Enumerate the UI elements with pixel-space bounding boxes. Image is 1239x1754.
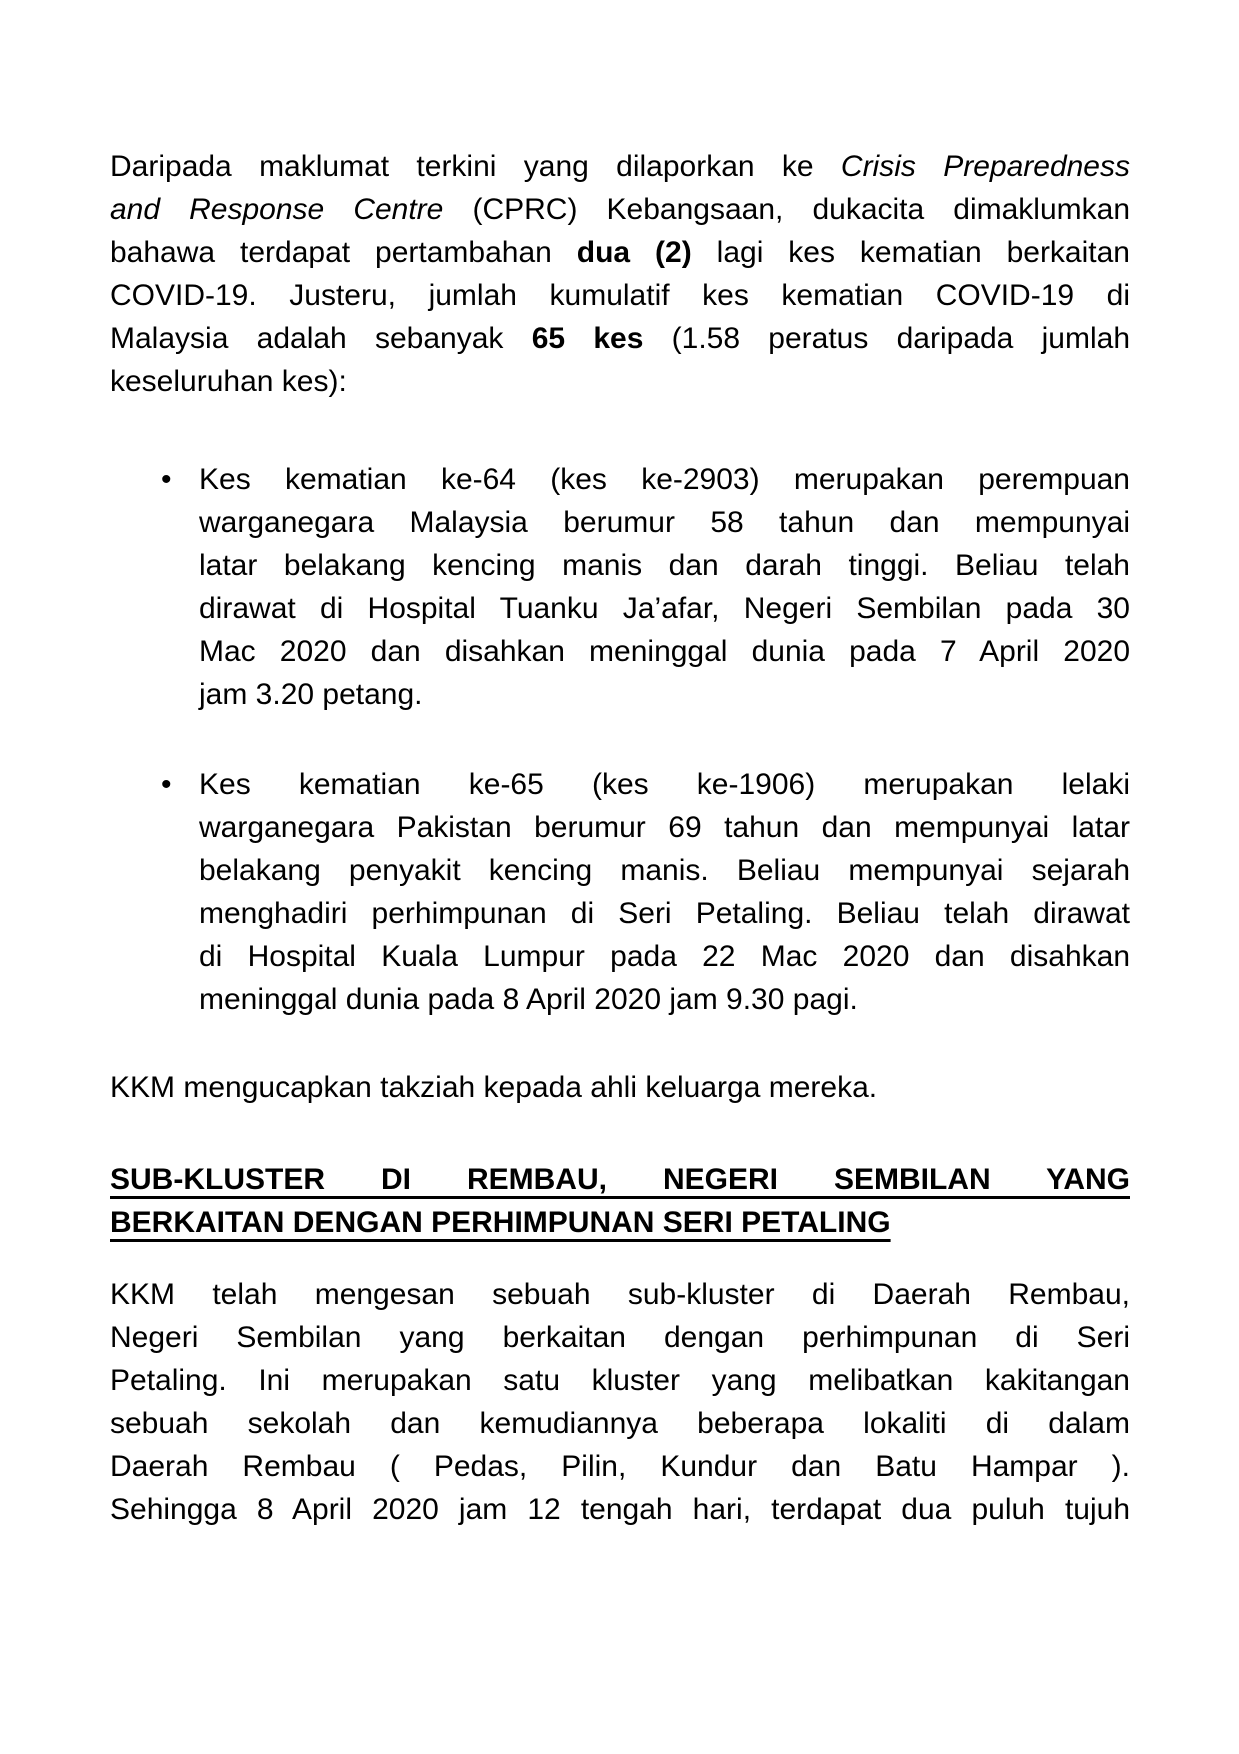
text-line bbox=[110, 360, 1130, 403]
text-segment: Daripada maklumat terkini yang dilaporkan ke bbox=[110, 150, 841, 183]
text-line bbox=[110, 231, 1130, 274]
text-line bbox=[110, 188, 1130, 231]
text-line bbox=[199, 892, 1130, 935]
text-segment: COVID-19. Justeru, jumlah kumulatif kes kematian COVID-19 di bbox=[110, 279, 1130, 312]
text-segment: and Response Centre bbox=[110, 193, 444, 226]
text-segment: warganegara Pakistan berumur 69 tahun dan mempunyai latar bbox=[199, 811, 1130, 844]
text-segment: menghadiri perhimpunan di Seri Petaling. Beliau telah dirawat bbox=[199, 897, 1130, 930]
death-case-65-item bbox=[110, 763, 1130, 1021]
text-line bbox=[110, 1066, 1130, 1109]
text-segment: BERKAITAN DENGAN PERHIMPUNAN SERI PETALING bbox=[110, 1206, 891, 1239]
section-heading bbox=[110, 1158, 1130, 1244]
text-line bbox=[199, 978, 1130, 1021]
text-segment: SUB-KLUSTER DI REMBAU, NEGERI SEMBILAN YANG bbox=[110, 1163, 1130, 1196]
text-segment: Sehingga 8 April 2020 jam 12 tengah hari, terdapat dua puluh tujuh bbox=[110, 1493, 1130, 1526]
text-segment: dirawat di Hospital Tuanku Ja’afar, Negeri Sembilan pada 30 bbox=[199, 592, 1130, 625]
text-segment: KKM mengucapkan takziah kepada ahli keluarga mereka. bbox=[110, 1071, 878, 1104]
text-line bbox=[110, 1402, 1130, 1445]
text-segment: latar belakang kencing manis dan darah tinggi. Beliau telah bbox=[199, 549, 1130, 582]
text-line bbox=[110, 1488, 1130, 1531]
text-line bbox=[199, 544, 1130, 587]
text-segment: KKM telah mengesan sebuah sub-kluster di Daerah Rembau, bbox=[110, 1278, 1130, 1311]
text-segment: Malaysia adalah sebanyak bbox=[110, 322, 532, 355]
death-case-64-item bbox=[110, 458, 1130, 716]
text-segment: lagi kes kematian berkaitan bbox=[691, 236, 1130, 269]
text-line bbox=[110, 1201, 1130, 1244]
text-segment: jam 3.20 petang. bbox=[199, 678, 423, 711]
bullet-marker: • bbox=[161, 768, 172, 801]
text-line bbox=[199, 763, 1130, 806]
text-segment: (CPRC) Kebangsaan, dukacita dimaklumkan bbox=[443, 193, 1131, 226]
intro-paragraph bbox=[110, 145, 1130, 403]
text-line bbox=[199, 673, 1130, 716]
document-page bbox=[110, 145, 1130, 1531]
text-segment: di Hospital Kuala Lumpur pada 22 Mac 2020 dan disahkan bbox=[199, 940, 1130, 973]
text-line bbox=[110, 1273, 1130, 1316]
text-line bbox=[110, 1316, 1130, 1359]
text-segment: sebuah sekolah dan kemudiannya beberapa lokaliti di dalam bbox=[110, 1407, 1130, 1440]
text-line bbox=[110, 1158, 1130, 1201]
text-segment: Kes kematian ke-64 (kes ke-2903) merupakan perempuan bbox=[199, 463, 1130, 496]
text-line bbox=[110, 145, 1130, 188]
text-line bbox=[199, 935, 1130, 978]
text-segment: belakang penyakit kencing manis. Beliau mempunyai sejarah bbox=[199, 854, 1130, 887]
text-line bbox=[110, 1445, 1130, 1488]
condolence-paragraph bbox=[110, 1066, 1130, 1109]
text-segment: Crisis Preparedness bbox=[840, 150, 1130, 183]
text-segment: warganegara Malaysia berumur 58 tahun dan mempunyai bbox=[199, 506, 1130, 539]
text-segment: Kes kematian ke-65 (kes ke-1906) merupakan lelaki bbox=[199, 768, 1130, 801]
text-segment: Daerah Rembau ( Pedas, Pilin, Kundur dan Batu Hampar ). bbox=[110, 1450, 1130, 1483]
text-segment: (1.58 peratus daripada jumlah bbox=[643, 322, 1131, 355]
bullet-marker: • bbox=[161, 463, 172, 496]
text-segment: Mac 2020 dan disahkan meninggal dunia pada 7 April 2020 bbox=[199, 635, 1130, 668]
text-segment: bahawa terdapat pertambahan bbox=[110, 236, 577, 269]
death-cases-list bbox=[110, 458, 1130, 1021]
text-line bbox=[199, 849, 1130, 892]
text-line bbox=[110, 317, 1130, 360]
text-line bbox=[110, 274, 1130, 317]
text-segment: keseluruhan kes): bbox=[110, 365, 347, 398]
text-segment: meninggal dunia pada 8 April 2020 jam 9.30 pagi. bbox=[199, 983, 858, 1016]
text-segment: dua (2) bbox=[576, 236, 692, 269]
text-segment: 65 kes bbox=[531, 322, 644, 355]
text-segment: Negeri Sembilan yang berkaitan dengan perhimpunan di Seri bbox=[110, 1321, 1130, 1354]
text-line bbox=[199, 630, 1130, 673]
text-line bbox=[199, 587, 1130, 630]
text-line bbox=[199, 806, 1130, 849]
text-line bbox=[199, 501, 1130, 544]
text-line bbox=[199, 458, 1130, 501]
text-line bbox=[110, 1359, 1130, 1402]
text-segment: Petaling. Ini merupakan satu kluster yang melibatkan kakitangan bbox=[110, 1364, 1130, 1397]
subcluster-paragraph bbox=[110, 1273, 1130, 1531]
